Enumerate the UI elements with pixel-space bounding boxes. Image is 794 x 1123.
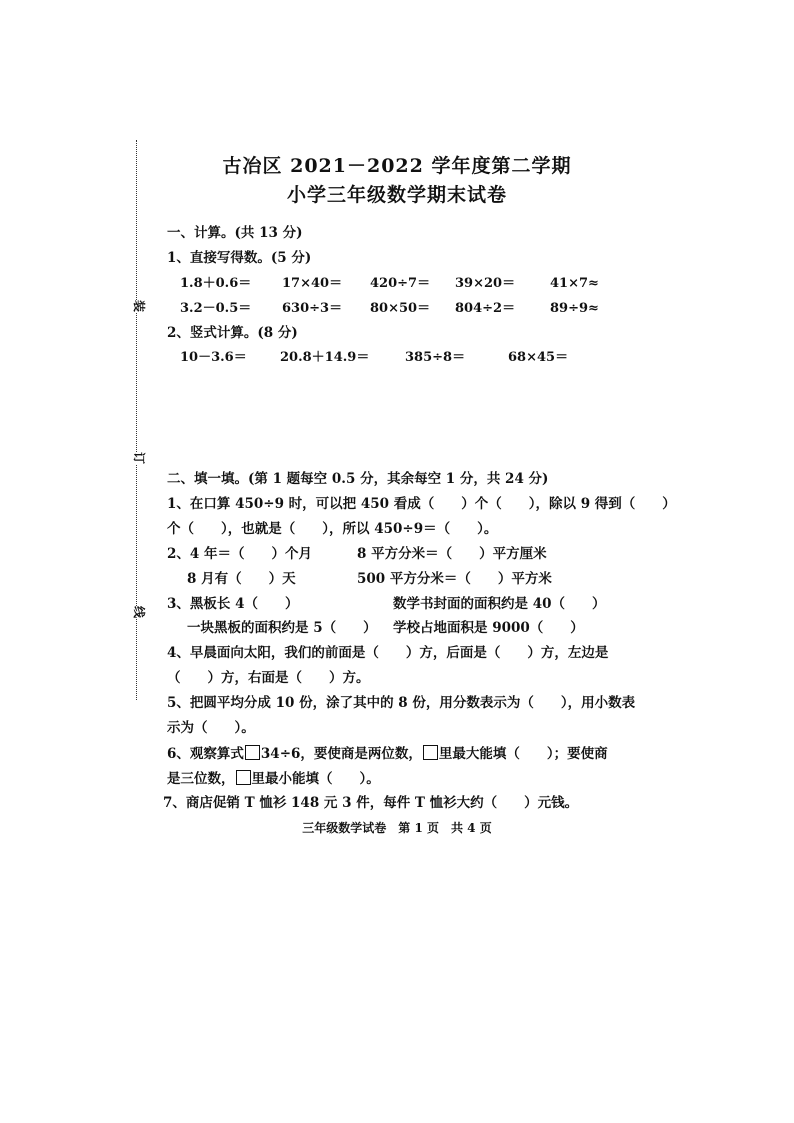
fill-q6-line1 (167, 745, 608, 762)
vertical-calc-3: 385÷8＝ (405, 350, 466, 365)
fill-q2-c: 8 月有（ ）天 (187, 571, 296, 587)
fill-q4-line1: 4、早晨面向太阳，我们的前面是（ ）方，后面是（ ）方，左边是 (167, 645, 609, 661)
section2-heading: 二、填一填。(第 1 题每空 0.5 分，其余每空 1 分，共 24 分) (167, 471, 549, 487)
fill-q3-b: 数学书封面的面积约是 40（ ） (393, 596, 606, 612)
calc-2-3: 80×50＝ (370, 301, 431, 316)
section1-heading: 一、计算。(共 13 分) (167, 225, 303, 241)
calc-2-2: 630÷3＝ (282, 301, 343, 316)
blank-square-box (423, 745, 438, 760)
exam-title: 古冶区 2021－2022 学年度第二学期 (222, 155, 572, 177)
blank-square-box (236, 770, 251, 785)
fill-q6-prefix: 6、观察算式 (167, 746, 244, 762)
binding-char-ding: 订 (132, 451, 147, 465)
fill-q6-mid: 34÷6，要使商是两位数， (260, 746, 422, 762)
binding-char-xian: 线 (132, 605, 147, 619)
vertical-calc-1: 10－3.6＝ (180, 350, 247, 365)
fill-q6-line2-prefix: 是三位数， (167, 771, 235, 787)
fill-q6-line2 (167, 770, 380, 787)
fill-q6-end: 里最大能填（ ）；要使商 (438, 746, 608, 762)
fill-q3-d: 学校占地面积是 9000（ ） (393, 620, 584, 636)
vertical-calc-2: 20.8＋14.9＝ (280, 350, 370, 365)
fill-q4-line2: （ ）方，右面是（ ）方。 (167, 670, 370, 686)
q2-label: 2、竖式计算。(8 分) (167, 325, 298, 341)
fill-q2-b: 8 平方分米＝（ ）平方厘米 (357, 546, 547, 562)
fill-q1-line2: 个（ ），也就是（ ），所以 450÷9＝（ ）。 (167, 521, 498, 537)
calc-1-1: 1.8＋0.6＝ (180, 276, 252, 291)
calc-2-5: 89÷9≈ (550, 301, 599, 316)
calc-1-3: 420÷7＝ (370, 276, 431, 291)
calc-1-2: 17×40＝ (282, 276, 343, 291)
vertical-calc-4: 68×45＝ (508, 350, 569, 365)
fill-q3-a: 3、黑板长 4（ ） (167, 596, 299, 612)
fill-q7: 7、商店促销 T 恤衫 148 元 3 件，每件 T 恤衫大约（ ）元钱。 (163, 795, 579, 811)
fill-q2-d: 500 平方分米＝（ ）平方米 (357, 571, 552, 587)
fill-q2-a: 2、4 年＝（ ）个月 (167, 546, 312, 562)
calc-1-4: 39×20＝ (455, 276, 516, 291)
page-footer: 三年级数学试卷 第 1 页 共 4 页 (302, 821, 492, 835)
fill-q6-line2-end: 里最小能填（ ）。 (251, 771, 380, 787)
calc-2-1: 3.2－0.5＝ (180, 301, 252, 316)
calc-2-4: 804÷2＝ (455, 301, 516, 316)
binding-char-zhuang: 装 (132, 299, 147, 313)
calc-1-5: 41×7≈ (550, 276, 599, 291)
fill-q1-line1: 1、在口算 450÷9 时，可以把 450 看成（ ）个（ ），除以 9 得到（ ） (167, 496, 676, 512)
fill-q3-c: 一块黑板的面积约是 5（ ） (187, 620, 377, 636)
fill-q5-line2: 示为（ ）。 (167, 720, 255, 736)
q1-label: 1、直接写得数。(5 分) (167, 250, 312, 266)
blank-square-box (245, 745, 260, 760)
fill-q5-line1: 5、把圆平均分成 10 份，涂了其中的 8 份，用分数表示为（ ），用小数表 (167, 695, 636, 711)
exam-subtitle: 小学三年级数学期末试卷 (286, 184, 507, 206)
